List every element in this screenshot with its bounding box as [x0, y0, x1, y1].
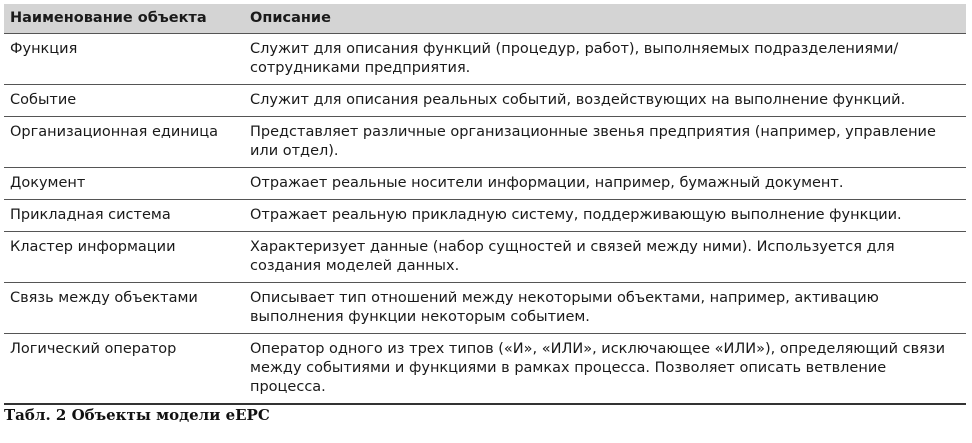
object-description-cell: Оператор одного из трех типов («И», «ИЛИ», исключающее «ИЛИ»), определяющий связи между событиями и функциями в рамках процесса. Позволяет описать ветвление процесса. [244, 334, 966, 405]
object-description-cell: Служит для описания функций (процедур, работ), выполняемых подразделениями/сотрудниками предприятия. [244, 34, 966, 85]
table-caption: Табл. 2 Объекты модели eEPC [4, 406, 270, 424]
table-row [4, 168, 966, 200]
object-name-cell: Документ [4, 168, 244, 200]
header-description: Описание [244, 4, 966, 34]
object-description-cell: Отражает реальную прикладную систему, поддерживающую выполнение функции. [244, 200, 966, 232]
object-name-cell: Организационная единица [4, 117, 244, 168]
table-row [4, 85, 966, 117]
object-description-cell: Отражает реальные носители информации, например, бумажный документ. [244, 168, 966, 200]
table-row [4, 232, 966, 283]
object-name-cell: Функция [4, 34, 244, 85]
object-description-cell: Служит для описания реальных событий, воздействующих на выполнение функций. [244, 85, 966, 117]
object-description-cell: Описывает тип отношений между некоторыми объектами, например, активацию выполнения функции некоторым событием. [244, 283, 966, 334]
table-row [4, 334, 966, 405]
object-name-cell: Связь между объектами [4, 283, 244, 334]
table-row [4, 200, 966, 232]
table-row [4, 117, 966, 168]
object-name-cell: Прикладная система [4, 200, 244, 232]
object-name-cell: Логический оператор [4, 334, 244, 405]
object-name-cell: Кластер информации [4, 232, 244, 283]
object-description-cell: Характеризует данные (набор сущностей и связей между ними). Используется для создания моделей данных. [244, 232, 966, 283]
eepc-objects-table [4, 4, 966, 405]
object-name-cell: Событие [4, 85, 244, 117]
objects-table-container [4, 4, 966, 405]
table-row [4, 283, 966, 334]
table-header-row [4, 4, 966, 34]
table-row [4, 34, 966, 85]
object-description-cell: Представляет различные организационные звенья предприятия (например, управление или отдел). [244, 117, 966, 168]
header-object-name: Наименование объекта [4, 4, 244, 34]
